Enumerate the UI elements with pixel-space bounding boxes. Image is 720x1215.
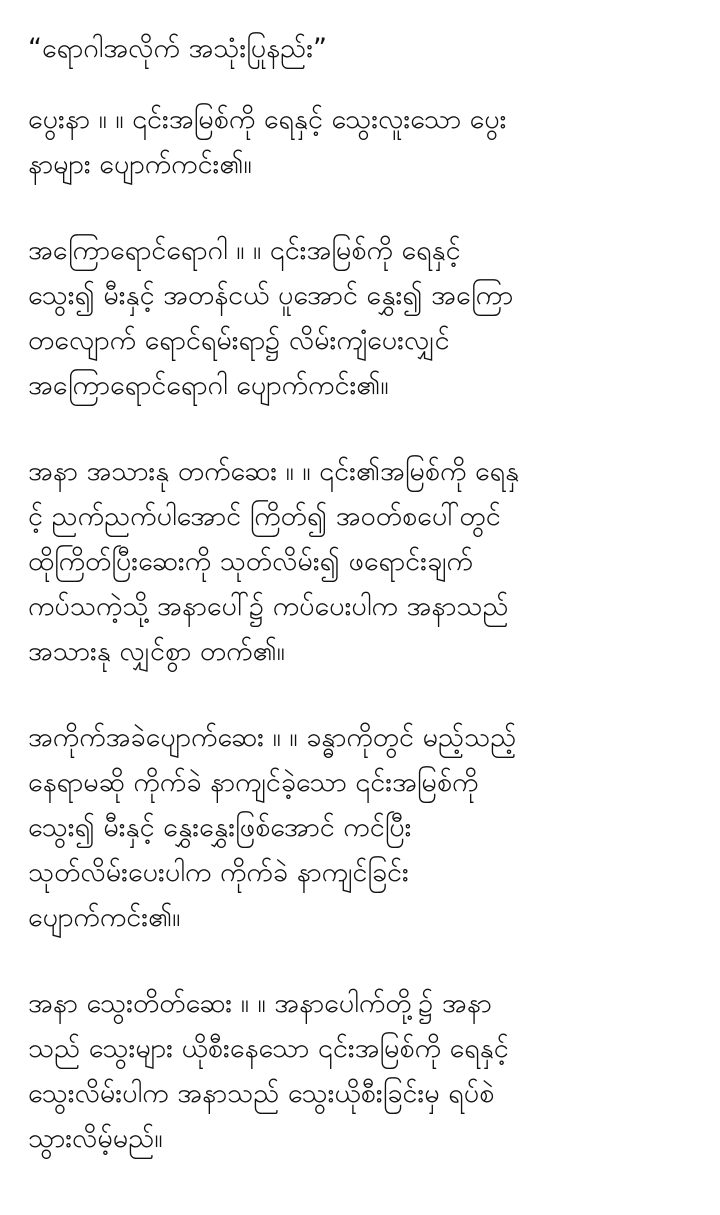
- text-line: တလျောက် ရောင်ရမ်းရာ၌ လိမ်းကျံပေးလျှင်: [28, 325, 450, 356]
- text-line: င့် ညက်ညက်ပါအောင် ကြိတ်၍ အဝတ်စပေါ်တွင်: [28, 501, 501, 532]
- text-line: အကြောရောင်ရောဂါ ။ ။ ၎င်းအမြစ်ကို ရေနှင့်: [28, 235, 461, 266]
- text-line: သွေး၍ မီးနှင့် နွှေးနွှေးဖြစ်အောင် ကင်ပြီး: [28, 812, 412, 843]
- text-line: ထိုကြိတ်ပြီးဆေးကို သုတ်လိမ်း၍ ဖရောင်းချက်: [28, 546, 473, 577]
- text-line: အသားနု လျှင်စွာ တက်၏။: [28, 636, 285, 667]
- paragraph-wound-healing: [28, 449, 696, 674]
- text-line: အကြောရောင်ရောဂါ ပျောက်ကင်း၏။: [28, 370, 389, 401]
- text-line: ကပ်သကဲ့သို့ အနာပေါ်၌ ကပ်ပေးပါက အနာသည်: [28, 591, 509, 622]
- text-line: အကိုက်အခဲပျောက်ဆေး ။ ။ ခန္ဓာကိုတွင် မည့်သည့်: [28, 722, 517, 753]
- text-line: သွေးလိမ်းပါက အနာသည် သွေးယိုစီးခြင်းမှ ရပ်စဲ: [28, 1078, 495, 1109]
- paragraph-pain-relief: [28, 715, 696, 940]
- paragraph-ringworm: [28, 97, 696, 187]
- text-line: နေရာမဆို ကိုက်ခဲ နာကျင်ခဲ့သော ၎င်းအမြစ်ကို: [28, 767, 479, 798]
- text-line: နာများ ပျောက်ကင်း၏။: [28, 149, 252, 180]
- paragraph-bleeding-stop: [28, 981, 696, 1161]
- text-line: သုတ်လိမ်းပေးပါက ကိုက်ခဲ နာကျင်ခြင်း: [28, 857, 409, 888]
- text-line: အနာ သွေးတိတ်ဆေး ။ ။ အနာပေါက်တို့၌ အနာ: [28, 988, 492, 1019]
- text-line: သွားလိမ့်မည်။: [28, 1123, 163, 1154]
- document-title: “ရောဂါအလိုက် အသုံးပြုနည်း”: [28, 33, 328, 64]
- text-line: သွေး၍ မီးနှင့် အတန်ငယ် ပူအောင် နွှေး၍ အကြော: [28, 280, 514, 311]
- text-line: သည် သွေးများ ယိုစီးနေသော ၎င်းအမြစ်ကို ရေနှင့်: [28, 1033, 509, 1064]
- text-line: အနာ အသားနု တက်ဆေး ။ ။ ၎င်း၏အမြစ်ကို ရေနှ: [28, 456, 520, 487]
- text-line: ပွေးနာ ။ ။ ၎င်းအမြစ်ကို ရေနှင့် သွေးလူးသော ပွေး: [28, 104, 507, 135]
- text-line: ပျောက်ကင်း၏။: [28, 902, 181, 933]
- paragraph-nerve-swelling: [28, 228, 696, 408]
